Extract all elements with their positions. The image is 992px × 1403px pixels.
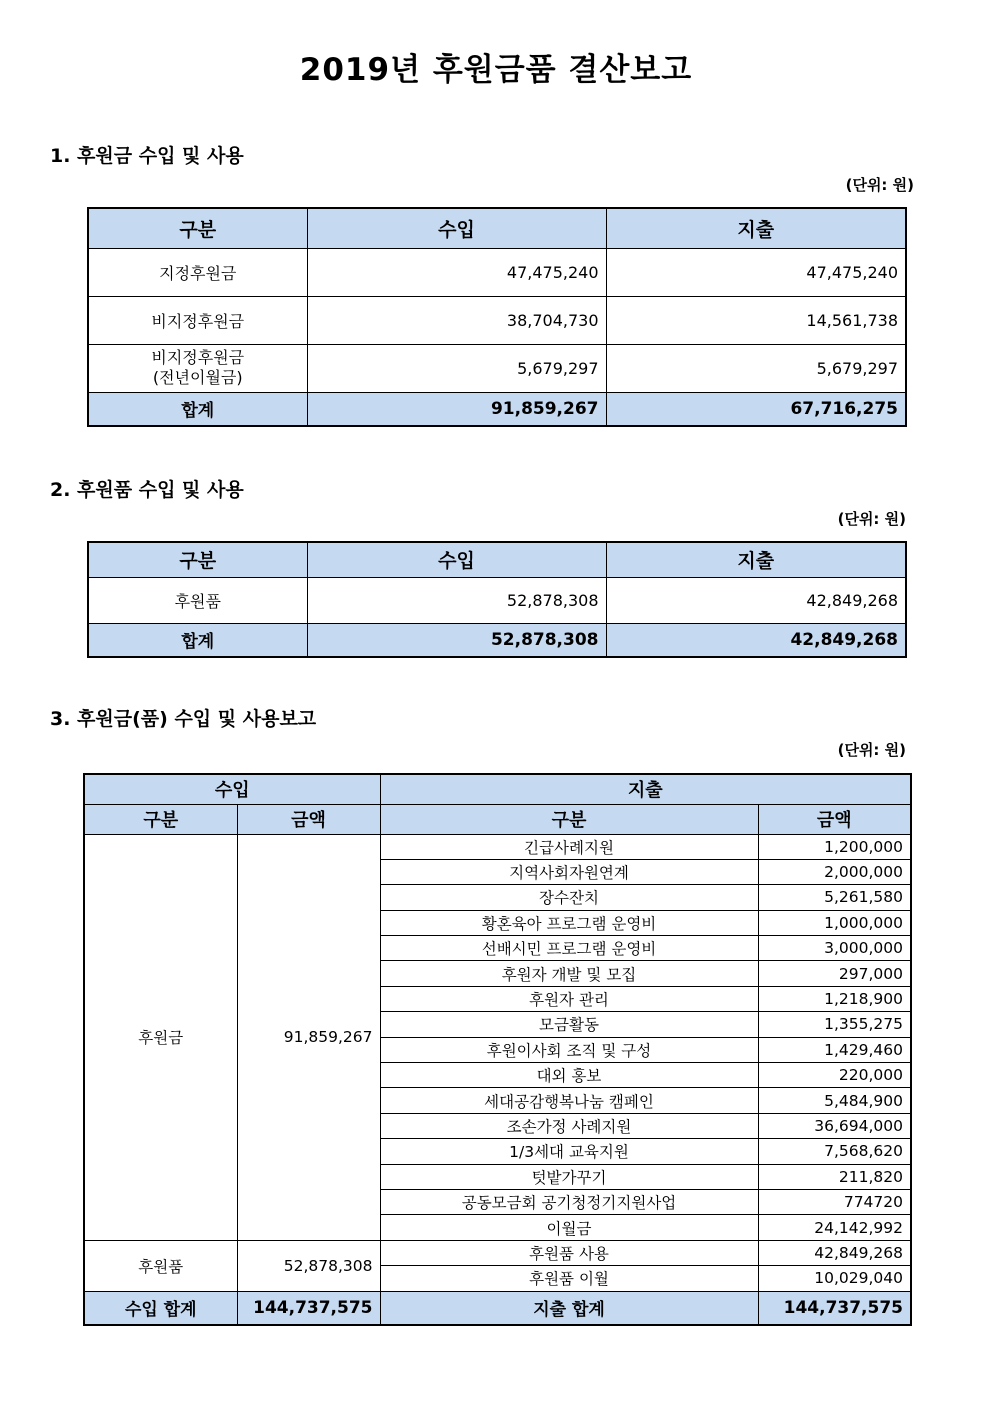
sub-header-expense-category: 구분 [380,804,758,834]
header-category: 구분 [88,542,307,577]
table-row [88,296,906,344]
expense-category: 황혼육아 프로그램 운영비 [380,910,758,935]
table-row [84,834,911,859]
total-expense: 67,716,275 [606,392,906,426]
income-total-label: 수입 합계 [84,1291,237,1325]
expense-category: 선배시민 프로그램 운영비 [380,936,758,961]
table-row [84,1240,911,1265]
section3-body [84,834,911,1291]
expense-amount: 1,429,460 [758,1037,911,1062]
group-header-expense: 지출 [380,774,911,804]
total-expense: 42,849,268 [606,623,906,657]
expense-amount: 220,000 [758,1063,911,1088]
expense-amount: 1,200,000 [758,834,911,859]
expense-category: 장수잔치 [380,885,758,910]
section2-unit: (단위: 원) [837,510,906,528]
expense-category: 후원품 사용 [380,1240,758,1265]
section2-heading: 2. 후원품 수입 및 사용 [50,479,244,501]
sub-header-income-amount: 금액 [237,804,380,834]
table-row [88,577,906,623]
section1-heading: 1. 후원금 수입 및 사용 [50,145,244,167]
expense-category: 텃밭가꾸기 [380,1164,758,1189]
expense-amount: 3,000,000 [758,936,911,961]
total-row [88,392,906,426]
expense-category: 긴급사례지원 [380,834,758,859]
expense-category: 후원품 이월 [380,1266,758,1291]
row-income: 5,679,297 [307,344,606,392]
expense-category: 후원자 개발 및 모집 [380,961,758,986]
table-header-row [88,542,906,577]
income-amount: 52,878,308 [237,1240,380,1291]
row-expense: 47,475,240 [606,248,906,296]
table-row [88,248,906,296]
header-income: 수입 [307,542,606,577]
income-category: 후원품 [84,1240,237,1291]
expense-category: 후원이사회 조직 및 구성 [380,1037,758,1062]
section1-unit: (단위: 원) [845,176,914,194]
expense-amount: 5,484,900 [758,1088,911,1113]
total-label: 합계 [88,623,307,657]
expense-amount: 24,142,992 [758,1215,911,1240]
group-header-row [84,774,911,804]
row-income: 52,878,308 [307,577,606,623]
expense-category: 대외 홍보 [380,1063,758,1088]
expense-total-label: 지출 합계 [380,1291,758,1325]
expense-amount: 297,000 [758,961,911,986]
expense-category: 후원자 관리 [380,986,758,1011]
row-label-line2: (전년이월금) [152,368,243,387]
header-expense: 지출 [606,542,906,577]
expense-total-amount: 144,737,575 [758,1291,911,1325]
row-label: 지정후원금 [88,248,307,296]
row-label-line1: 비지정후원금 [151,348,245,367]
income-amount: 91,859,267 [237,834,380,1240]
row-label [88,344,307,392]
section2-table [87,541,907,658]
page-title: 2019년 후원금품 결산보고 [299,52,693,88]
section3-table [83,773,912,1326]
section3-heading: 3. 후원금(품) 수입 및 사용보고 [50,708,317,730]
total-label: 합계 [88,392,307,426]
section1-table [87,207,907,427]
total-row [84,1291,911,1325]
expense-amount: 2,000,000 [758,859,911,884]
total-row [88,623,906,657]
expense-amount: 5,261,580 [758,885,911,910]
row-income: 38,704,730 [307,296,606,344]
expense-amount: 7,568,620 [758,1139,911,1164]
income-category: 후원금 [84,834,237,1240]
header-expense: 지출 [606,208,906,248]
expense-category: 지역사회자원연계 [380,859,758,884]
row-label: 후원품 [88,577,307,623]
sub-header-expense-amount: 금액 [758,804,911,834]
header-income: 수입 [307,208,606,248]
sub-header-income-category: 구분 [84,804,237,834]
expense-category: 1/3세대 교육지원 [380,1139,758,1164]
expense-amount: 36,694,000 [758,1113,911,1138]
income-total-amount: 144,737,575 [237,1291,380,1325]
header-category: 구분 [88,208,307,248]
expense-category: 공동모금회 공기청정기지원사업 [380,1189,758,1214]
row-label: 비지정후원금 [88,296,307,344]
row-expense: 5,679,297 [606,344,906,392]
expense-amount: 1,000,000 [758,910,911,935]
expense-amount: 1,355,275 [758,1012,911,1037]
expense-category: 이월금 [380,1215,758,1240]
group-header-income: 수입 [84,774,380,804]
section3-unit: (단위: 원) [837,741,906,759]
expense-amount: 1,218,900 [758,986,911,1011]
row-expense: 42,849,268 [606,577,906,623]
expense-amount: 211,820 [758,1164,911,1189]
expense-category: 세대공감행복나눔 캠페인 [380,1088,758,1113]
total-income: 52,878,308 [307,623,606,657]
sub-header-row [84,804,911,834]
expense-category: 조손가정 사례지원 [380,1113,758,1138]
expense-category: 모금활동 [380,1012,758,1037]
table-row [88,344,906,392]
expense-amount: 774720 [758,1189,911,1214]
table-header-row [88,208,906,248]
total-income: 91,859,267 [307,392,606,426]
row-income: 47,475,240 [307,248,606,296]
expense-amount: 10,029,040 [758,1266,911,1291]
expense-amount: 42,849,268 [758,1240,911,1265]
row-expense: 14,561,738 [606,296,906,344]
